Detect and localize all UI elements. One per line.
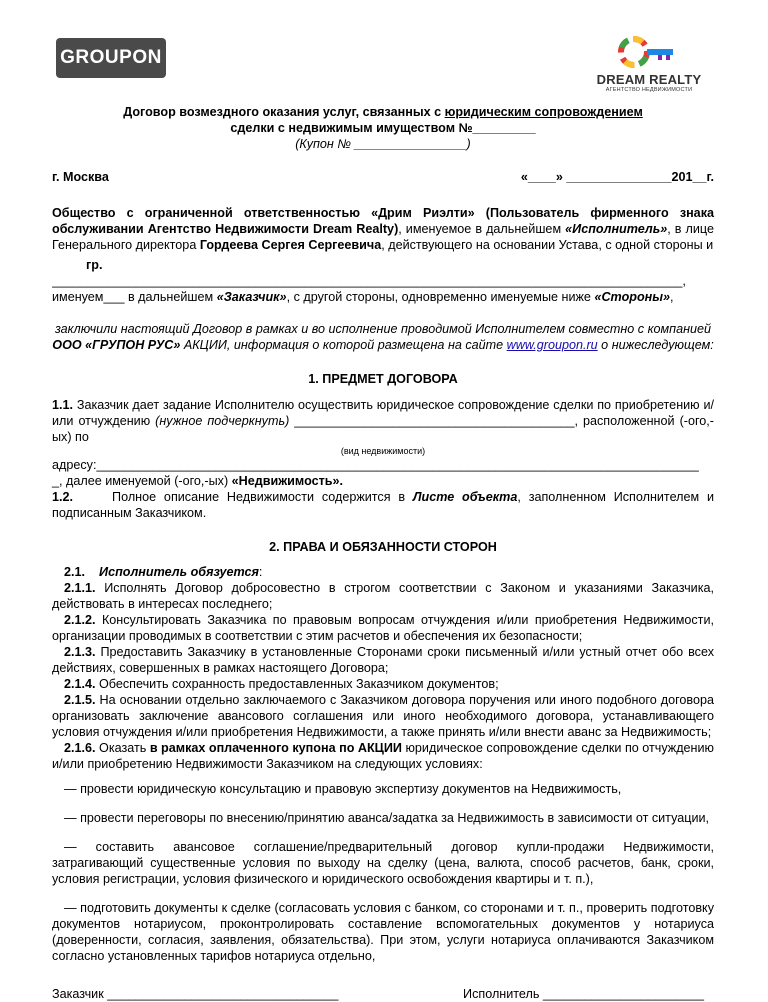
date: «____» _______________201__г. (520, 170, 714, 184)
service-bullet: — провести переговоры по внесению/принятию аванса/задатка за Недвижимость в зависимости от ситуации, (64, 811, 710, 825)
customer-signature: Заказчик _________________________________ (52, 987, 339, 1001)
contract-title-line2: сделки с недвижимым имуществом №_________ (230, 121, 536, 135)
service-bullet: — составить авансовое соглашение/предварительный договор купли-продажи Недвижимости, затрагивающий существенные условия по выходу на сделку (цена, валюта, способ расчетов, банк, сроки, условия регистрации, условия физического и юридического освобождения квартиры и т. п.), (52, 840, 714, 886)
clause-list (52, 580, 714, 740)
clause-2-1: 2.1. Исполнитель обязуется: (64, 565, 263, 579)
contract-title: Договор возмездного оказания услуг, связанных с юридическим сопровождением (123, 105, 643, 119)
groupon-logo: GROUPON (56, 38, 166, 78)
concluded-paragraph: заключили настоящий Договор в рамках и во исполнение проводимой Исполнителем совместно с компанией ООО «ГРУПОН РУС» АКЦИИ, информация о которой размещена на сайте www.groupon.ru о нижеследующем: (52, 322, 714, 352)
contract-body (52, 104, 714, 1002)
clause-item: 2.1.5. На основании отдельно заключаемого с Заказчиком договора поручения или иного подобного договора организовать заключение авансового соглашения или иного необходимого договора, устанавливающего условия отчуждения и/или приобретения Недвижимости, а также принять и/или внести аванс за Недвижимость; (52, 693, 714, 739)
citizen-line: __________________________________________________________________________________________, (52, 274, 686, 288)
dream-realty-name: DREAM REALTY (596, 72, 702, 87)
coupon-number: (Купон № ________________) (295, 137, 471, 151)
clause-1-1: 1.1. Заказчик дает задание Исполнителю осуществить юридическое сопровождение сделки по приобретению и/или отчуждению (нужное подчеркнуть) ________________________________________, расположенной (-ого,-ых) по (52, 398, 714, 444)
clause-item: 2.1.3. Предоставить Заказчику в установленные Сторонами сроки письменный и/или устный отчет обо всех действиях, совершенных в рамках настоящего Договора; (52, 645, 714, 675)
signature-row (52, 986, 714, 1002)
clause-1-2: 1.2. Полное описание Недвижимости содержится в Листе объекта, заполненном Исполнителем и подписанным Заказчиком. (52, 490, 714, 520)
property-definition: _, далее именуемой (-ого,-ых) «Недвижимость». (52, 474, 344, 488)
executor-signature: Исполнитель _______________________ (463, 987, 704, 1001)
place: г. Москва (52, 170, 109, 184)
section1-title: 1. ПРЕДМЕТ ДОГОВОРА (308, 372, 458, 386)
clause-item: 2.1.4. Обеспечить сохранность предоставленных Заказчиком документов; (64, 677, 499, 691)
section2-title: 2. ПРАВА И ОБЯЗАННОСТИ СТОРОН (269, 540, 497, 554)
place-date-row (52, 169, 714, 185)
citizen-label: гр. (86, 258, 103, 272)
customer-line: именуем___ в дальнейшем «Заказчик», с другой стороны, одновременно именуемые ниже «Стороны», (52, 290, 674, 304)
property-type-caption: (вид недвижимости) (340, 446, 426, 456)
dream-realty-logo (584, 34, 714, 98)
clause-item: 2.1.2. Консультировать Заказчика по правовым вопросам отчуждения и/или приобретения Недвижимости, организации проводимых в соответствии с этим расчетов и обеспечения их безопасности; (52, 613, 714, 643)
service-bullet: — провести юридическую консультацию и правовую экспертизу документов на Недвижимость, (64, 782, 622, 796)
service-bullet-list (52, 781, 714, 964)
dream-realty-key-icon (614, 34, 684, 70)
address-line: адресу:______________________________________________________________________________________ (52, 458, 699, 472)
groupon-site-link[interactable]: www.groupon.ru (506, 338, 598, 352)
dream-realty-subtitle: АГЕНТСТВО НЕДВИЖИМОСТИ (605, 87, 693, 93)
clause-item: 2.1.1. Исполнять Договор добросовестно в строгом соответствии с Законом и указаниями Заказчика, действовать в интересах последнего; (52, 581, 714, 611)
intro-paragraph: Общество с ограниченной ответственностью «Дрим Риэлти» (Пользователь фирменного знака обслуживании Агентство Недвижимости Dream Realty), именуемое в дальнейшем «Исполнитель», в лице Генерального директора Гордеева Сергея Сергеевича, действующего на основании Устава, с одной стороны и (52, 206, 714, 252)
service-bullet: — подготовить документы к сделке (согласовать условия с банком, со сторонами и т. п., проверить подготовку документов нотариусом, проконтролировать составление вспомогательных документов у нотариуса (доверенности, согласия, заявления, обязательства). При этом, услуги нотариуса оплачиваются Заказчиком согласно установленных тарифов нотариуса отдельно, (52, 901, 714, 963)
clause-2-1-6: 2.1.6. Оказать в рамках оплаченного купона по АКЦИИ юридическое сопровождение сделки по отчуждению и/или приобретению Недвижимости Заказчиком на следующих условиях: (52, 741, 714, 771)
